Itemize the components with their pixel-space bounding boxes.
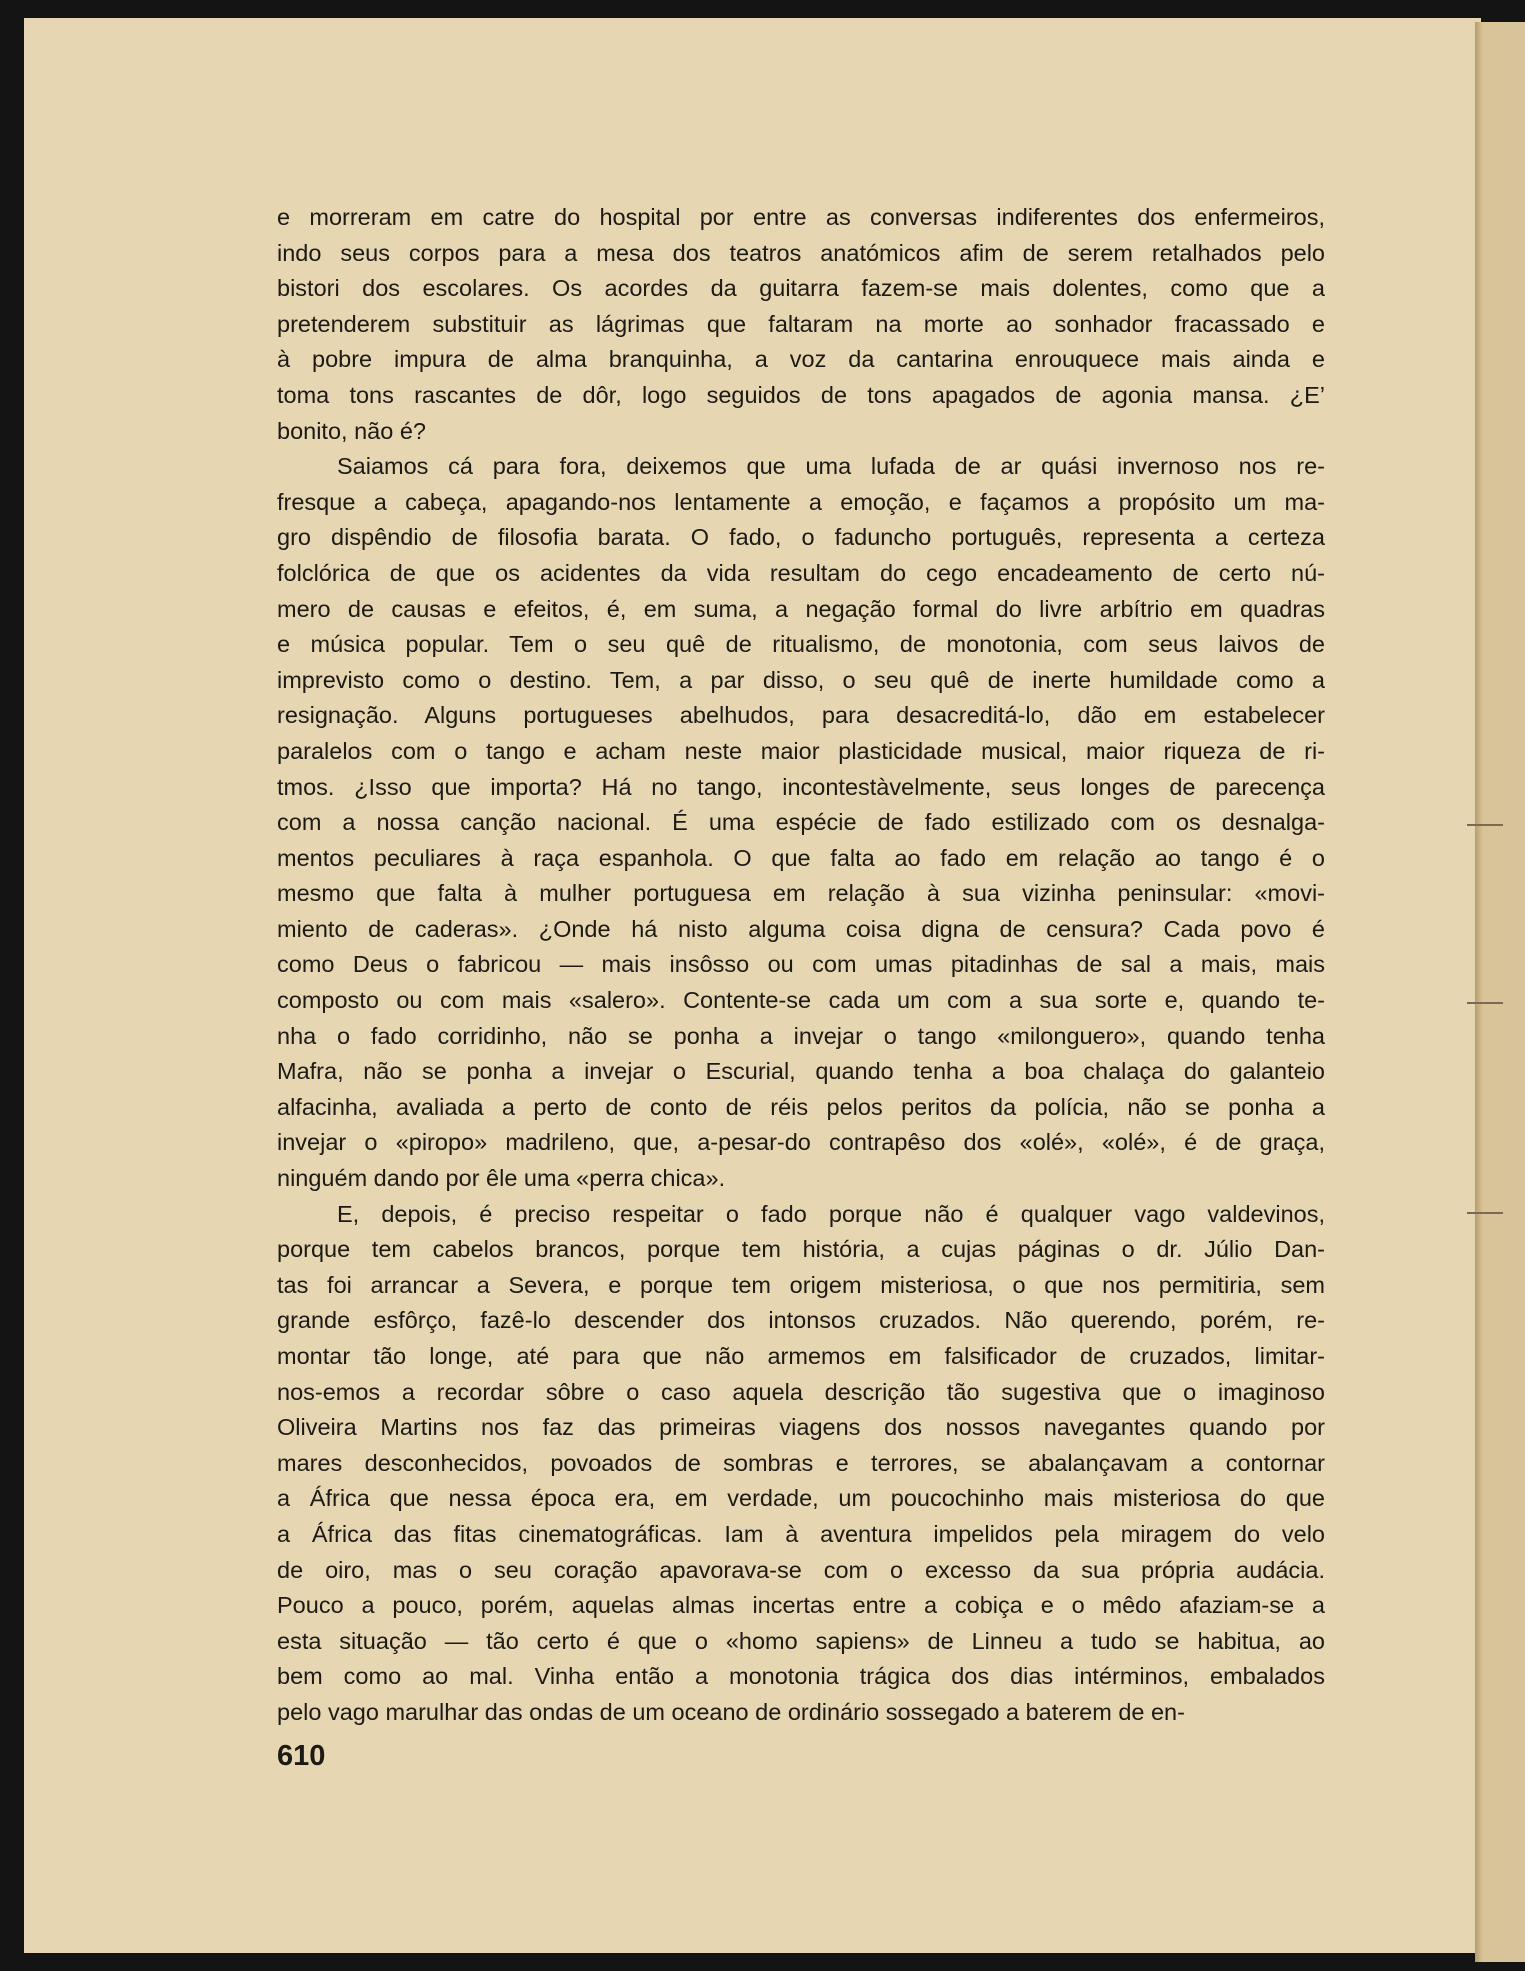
text-line: paralelos com o tango e acham neste maior plasticidade musical, maior riqueza de ri- bbox=[277, 737, 1325, 764]
text-line: toma tons rascantes de dôr, logo seguidos de tons apagados de agonia mansa. ¿E’ bbox=[277, 381, 1325, 408]
text-line: tmos. ¿Isso que importa? Há no tango, incontestàvelmente, seus longes de parecença bbox=[277, 773, 1325, 800]
text-line: com a nossa canção nacional. É uma espécie de fado estilizado com os desnalga- bbox=[277, 809, 1325, 836]
paragraph bbox=[277, 200, 1325, 449]
text-line: tas foi arrancar a Severa, e porque tem origem misteriosa, o que nos permitiria, sem bbox=[277, 1271, 1325, 1298]
paragraph bbox=[277, 449, 1325, 1196]
text-line: fresque a cabeça, apagando-nos lentamente a emoção, e façamos a propósito um ma- bbox=[277, 488, 1325, 515]
edge-mark bbox=[1467, 1002, 1503, 1004]
text-line: gro dispêndio de filosofia barata. O fado, o faduncho português, representa a certeza bbox=[277, 524, 1325, 551]
edge-mark bbox=[1467, 824, 1503, 826]
text-line: esta situação — tão certo é que o «homo sapiens» de Linneu a tudo se habitua, ao bbox=[277, 1627, 1325, 1654]
text-line: Pouco a pouco, porém, aquelas almas incertas entre a cobiça e o mêdo afaziam-se a bbox=[277, 1592, 1325, 1619]
text-line: como Deus o fabricou — mais insôsso ou com umas pitadinhas de sal a mais, mais bbox=[277, 951, 1325, 978]
text-line: nha o fado corridinho, não se ponha a invejar o tango «milonguero», quando tenha bbox=[277, 1022, 1325, 1049]
text-line: montar tão longe, até para que não armemos em falsificador de cruzados, limitar- bbox=[277, 1343, 1325, 1369]
text-line: grande esfôrço, fazê-lo descender dos intonsos cruzados. Não querendo, porém, re- bbox=[277, 1307, 1325, 1334]
text-line: composto ou com mais «salero». Contente-se cada um com a sua sorte e, quando te- bbox=[277, 987, 1325, 1014]
text-line: porque tem cabelos brancos, porque tem história, a cujas páginas o dr. Júlio Dan- bbox=[277, 1236, 1325, 1263]
text-line: à pobre impura de alma branquinha, a voz da cantarina enrouquece mais ainda e bbox=[277, 346, 1325, 373]
text-line: bem como ao mal. Vinha então a monotonia trágica dos dias intérminos, embalados bbox=[277, 1663, 1325, 1690]
text-line: invejar o «piropo» madrileno, que, a-pesar-do contrapêso dos «olé», «olé», é de graça, bbox=[277, 1129, 1325, 1156]
body-text bbox=[277, 200, 1325, 1731]
text-line: miento de caderas». ¿Onde há nisto alguma coisa digna de censura? Cada povo é bbox=[277, 915, 1325, 942]
edge-mark bbox=[1467, 1212, 1503, 1214]
text-line: pretenderem substituir as lágrimas que faltaram na morte ao sonhador fracassado e bbox=[277, 310, 1325, 337]
text-line: resignação. Alguns portugueses abelhudos, para desacreditá-lo, dão em estabelecer bbox=[277, 702, 1325, 729]
text-line: alfacinha, avaliada a perto de conto de réis pelos peritos da polícia, não se ponha a bbox=[277, 1093, 1325, 1120]
text-line: pelo vago marulhar das ondas de um oceano de ordinário sossegado a baterem de en- bbox=[277, 1698, 1185, 1725]
text-line: folclórica de que os acidentes da vida resultam do cego encadeamento de certo nú- bbox=[277, 559, 1325, 586]
text-line: indo seus corpos para a mesa dos teatros anatómicos afim de serem retalhados pelo bbox=[277, 239, 1325, 266]
book-page bbox=[24, 18, 1481, 1953]
paragraph bbox=[277, 1197, 1325, 1731]
text-line: e morreram em catre do hospital por entre as conversas indiferentes dos enfermeiros, bbox=[277, 204, 1325, 230]
text-line: nos-emos a recordar sôbre o caso aquela descrição tão sugestiva que o imaginoso bbox=[277, 1378, 1325, 1405]
text-line: Saiamos cá para fora, deixemos que uma lufada de ar quási invernoso nos re- bbox=[337, 453, 1325, 480]
text-line: Mafra, não se ponha a invejar o Escurial, quando tenha a boa chalaça do galanteio bbox=[277, 1058, 1325, 1085]
next-page-edge bbox=[1475, 22, 1525, 1962]
text-line: mesmo que falta à mulher portuguesa em relação à sua vizinha peninsular: «movi- bbox=[277, 880, 1325, 907]
page-number: 610 bbox=[277, 1740, 326, 1772]
text-line: e música popular. Tem o seu quê de ritualismo, de monotonia, com seus laivos de bbox=[277, 631, 1325, 658]
text-line: mares desconhecidos, povoados de sombras e terrores, se abalançavam a contornar bbox=[277, 1449, 1325, 1476]
text-line: a África que nessa época era, em verdade, um poucochinho mais misteriosa do que bbox=[277, 1485, 1325, 1512]
text-line: de oiro, mas o seu coração apavorava-se com o excesso da sua própria audácia. bbox=[277, 1556, 1325, 1583]
text-line: E, depois, é preciso respeitar o fado porque não é qualquer vago valdevinos, bbox=[337, 1200, 1325, 1227]
text-line: mentos peculiares à raça espanhola. O que falta ao fado em relação ao tango é o bbox=[277, 844, 1325, 871]
text-line: bonito, não é? bbox=[277, 417, 426, 444]
text-line: Oliveira Martins nos faz das primeiras viagens dos nossos navegantes quando por bbox=[277, 1414, 1325, 1441]
text-line: imprevisto como o destino. Tem, a par disso, o seu quê de inerte humildade como a bbox=[277, 666, 1325, 693]
text-line: ninguém dando por êle uma «perra chica». bbox=[277, 1165, 726, 1192]
text-line: mero de causas e efeitos, é, em suma, a negação formal do livre arbítrio em quadras bbox=[277, 595, 1325, 622]
text-line: a África das fitas cinematográficas. Iam à aventura impelidos pela miragem do velo bbox=[277, 1520, 1325, 1547]
text-line: bistori dos escolares. Os acordes da guitarra fazem-se mais dolentes, como que a bbox=[277, 275, 1325, 302]
